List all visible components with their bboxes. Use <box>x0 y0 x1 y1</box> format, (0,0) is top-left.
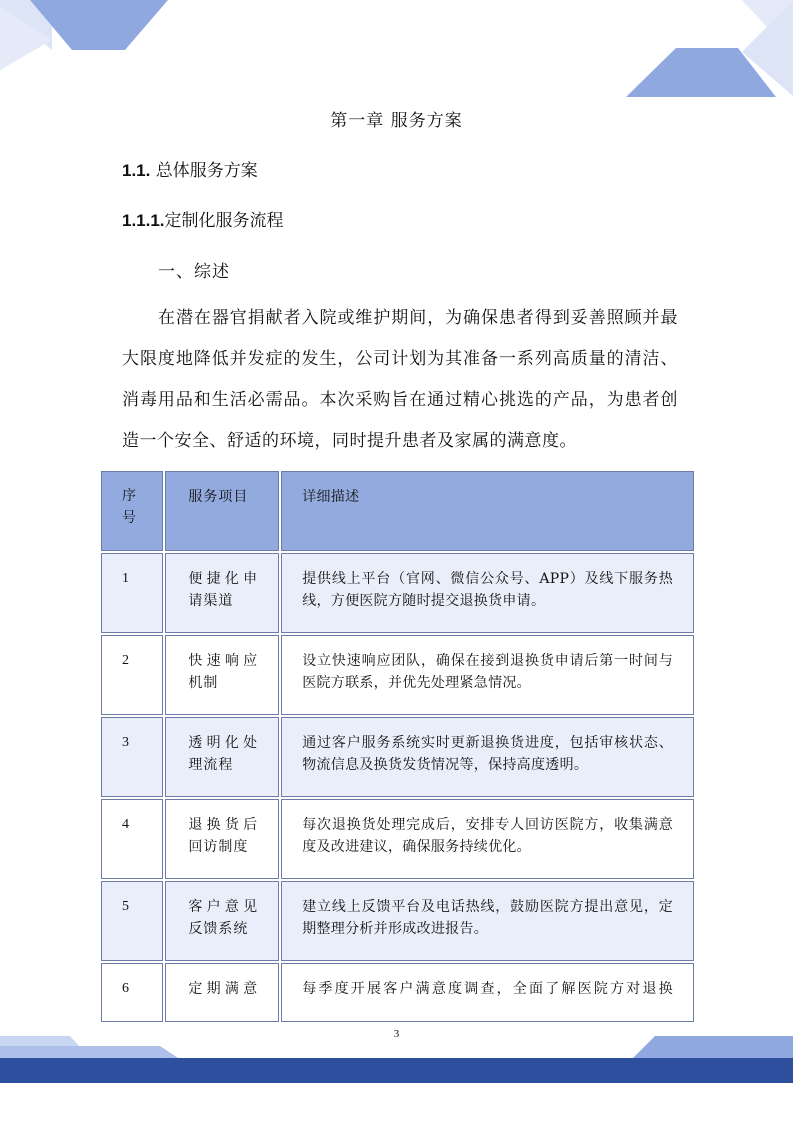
header-desc: 详细描述 <box>281 471 694 551</box>
row-no: 3 <box>101 717 163 797</box>
row-desc: 通过客户服务系统实时更新退换货进度，包括审核状态、物流信息及换货发货情况等，保持高度透明。 <box>281 717 694 797</box>
table-row <box>101 553 694 633</box>
header-decoration <box>0 0 793 110</box>
subsection-title: 定制化服务流程 <box>164 211 284 231</box>
table-header-row <box>101 471 694 551</box>
row-desc: 每次退换货处理完成后，安排专人回访医院方，收集满意度及改进建议，确保服务持续优化。 <box>281 799 694 879</box>
row-no: 4 <box>101 799 163 879</box>
row-no: 5 <box>101 881 163 961</box>
section-title: 总体服务方案 <box>155 161 258 181</box>
page-number: 3 <box>393 1028 400 1040</box>
table-row <box>101 635 694 715</box>
section-number: 1.1. <box>122 161 151 180</box>
table-row <box>101 881 694 961</box>
row-desc: 设立快速响应团队，确保在接到退换货申请后第一时间与医院方联系，并优先处理紧急情况。 <box>281 635 694 715</box>
row-desc: 提供线上平台（官网、微信公众号、APP）及线下服务热线，方便医院方随时提交退换货申请。 <box>281 553 694 633</box>
row-no: 6 <box>101 963 163 1022</box>
header-item: 服务项目 <box>165 471 279 551</box>
row-item: 透明化处 理流程 <box>165 717 279 797</box>
row-no: 2 <box>101 635 163 715</box>
row-item: 快速响应 机制 <box>165 635 279 715</box>
service-table <box>99 469 696 1024</box>
row-no: 1 <box>101 553 163 633</box>
table-row <box>101 799 694 879</box>
row-item: 客户意见 反馈系统 <box>165 881 279 961</box>
chapter-title: 第一章 服务方案 <box>330 111 463 131</box>
footer-decoration <box>0 1030 793 1122</box>
subsection-heading <box>122 206 284 231</box>
subsection-number: 1.1.1. <box>122 211 165 230</box>
row-desc: 建立线上反馈平台及电话热线，鼓励医院方提出意见，定期整理分析并形成改进报告。 <box>281 881 694 961</box>
row-item: 便捷化申 请渠道 <box>165 553 279 633</box>
row-item: 定期满意 <box>165 963 279 1022</box>
body-paragraph: 在潜在器官捐献者入院或维护期间，为确保患者得到妥善照顾并最大限度地降低并发症的发生，公司计划为其准备一系列高质量的清洁、消毒用品和生活必需品。本次采购旨在通过精心挑选的产品，为患者创造一个安全、舒适的环境，同时提升患者及家属的满意度。 <box>122 308 678 451</box>
row-item: 退换货后 回访制度 <box>165 799 279 879</box>
header-no: 序号 <box>101 471 163 551</box>
row-desc: 每季度开展客户满意度调查，全面了解医院方对退换 <box>281 963 694 1022</box>
table-row <box>101 717 694 797</box>
section-heading <box>122 156 258 181</box>
subheading: 一、综述 <box>158 262 230 282</box>
table-row <box>101 963 694 1022</box>
